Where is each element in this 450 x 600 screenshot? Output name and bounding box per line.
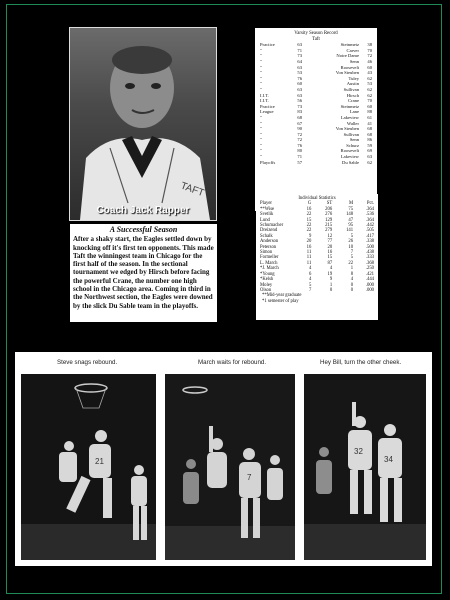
- stats-cell: Schumacher: [260, 223, 284, 229]
- stats-cell: Anderson: [260, 239, 279, 245]
- stats-cell: 4: [308, 277, 312, 283]
- record-cell: 53: [367, 81, 372, 87]
- stats-cell: 16: [306, 244, 312, 250]
- record-cell: 60: [367, 103, 372, 109]
- record-cell: Roosevelt: [340, 148, 359, 154]
- story-heading: A Successful Season: [109, 225, 178, 234]
- stats-cell: 77: [327, 239, 333, 245]
- stats-cell: 1: [329, 282, 333, 288]
- record-cell: 61: [367, 114, 372, 120]
- record-cell: 76: [297, 75, 302, 81]
- record-cell: I.I.T.: [260, 92, 269, 98]
- stats-header: Player: [260, 201, 272, 207]
- stats-cell: 22: [348, 260, 354, 266]
- stats-cell: Simon: [260, 250, 273, 256]
- stats-cell: 141: [346, 228, 354, 234]
- stats-cell: 47: [348, 217, 354, 223]
- stats-cell: 148: [346, 212, 354, 218]
- record-cell: 72: [297, 137, 302, 143]
- record-cell: 68: [367, 126, 372, 132]
- record-cell: 80: [297, 148, 302, 154]
- stats-cell: 0: [350, 287, 354, 293]
- record-cell: 70: [367, 98, 372, 104]
- record-cell: ": [260, 126, 262, 132]
- stats-cell: *J. March: [260, 266, 279, 272]
- stats-cell: 5: [308, 282, 312, 288]
- record-cell: ": [260, 154, 262, 160]
- photo-strip: [15, 352, 432, 566]
- stats-cell: 1: [350, 266, 354, 272]
- record-cell: 63: [297, 92, 302, 98]
- record-cell: 70: [367, 47, 372, 53]
- story-body: After a shaky start, the Eagles settled down by knocking off it's first ten opponents. This made Taft the winningest team in Chicago for the first half of the season. In the sectional tournament we edged by Hirsch before facing the powerful Crane, the number one high school in the Chicago area. Coming in third in the Northwest section, the Eagles were downed by the slick Du Sable team in the playoffs.: [73, 235, 214, 310]
- record-cell: Roosevelt: [340, 64, 359, 70]
- stats-cell: 5: [350, 233, 354, 239]
- stats-header: M: [348, 201, 354, 207]
- stats-cell: Formeller: [260, 255, 279, 261]
- record-cell: Steinmetz: [340, 42, 359, 48]
- record-cell: Senn: [349, 58, 359, 64]
- stats-cell: .000: [365, 287, 375, 293]
- record-cell: 76: [297, 142, 302, 148]
- stats-cell: 0: [350, 282, 354, 288]
- stats-cell: 95: [348, 223, 354, 229]
- record-cell: 63: [367, 154, 372, 160]
- stats-cell: 26: [348, 239, 354, 245]
- stats-cell: **Wise: [260, 206, 275, 212]
- record-cell: 60: [367, 64, 372, 70]
- record-cell: ": [260, 86, 262, 92]
- basketball-photo-3: [304, 374, 426, 560]
- record-cell: 53: [297, 70, 302, 76]
- photo-caption: Steve snags rebound.: [57, 359, 118, 366]
- record-cell: Carver: [346, 47, 359, 53]
- stats-cell: 22: [306, 223, 312, 229]
- record-cell: 63: [297, 64, 302, 70]
- record-cell: 62: [367, 75, 372, 81]
- record-cell: 73: [297, 53, 302, 59]
- record-cell: Sullivan: [343, 86, 359, 92]
- stats-cell: 4: [308, 266, 312, 272]
- stats-cell: 11: [306, 255, 312, 261]
- record-cell: ": [260, 114, 262, 120]
- individual-stats-panel: [256, 194, 378, 320]
- basketball-photo-1: [21, 374, 156, 560]
- stats-cell: 20: [327, 244, 333, 250]
- record-cell: 62: [367, 86, 372, 92]
- stats-cell: Lund: [260, 217, 270, 223]
- stats-cell: L. March: [260, 260, 278, 266]
- record-cell: 43: [367, 70, 372, 76]
- photo-caption: March waits for rebound.: [198, 359, 267, 366]
- stats-cell: 276: [325, 212, 333, 218]
- record-row: [255, 160, 377, 166]
- record-cell: 38: [367, 42, 372, 48]
- record-cell: 86: [367, 137, 372, 143]
- record-cell: Austin: [346, 81, 359, 87]
- stats-cell: 20: [306, 239, 312, 245]
- record-cell: Playoffs: [260, 159, 276, 165]
- stats-rows: [256, 207, 378, 294]
- record-cell: ": [260, 142, 262, 148]
- record-title: Varsity Season Record: [294, 31, 338, 36]
- record-cell: I.I.T.: [260, 98, 269, 104]
- record-cell: ": [260, 58, 262, 64]
- record-cell: ": [260, 75, 262, 81]
- record-cell: ": [260, 47, 262, 53]
- record-cell: 63: [297, 42, 302, 48]
- record-cell: 71: [297, 47, 302, 53]
- jersey-number: 7: [247, 473, 252, 482]
- stats-cell: .333: [365, 255, 375, 261]
- record-cell: Von Steuben: [335, 126, 359, 132]
- season-story: [70, 224, 217, 322]
- record-cell: 88: [367, 109, 372, 115]
- record-cell: Schurz: [346, 142, 359, 148]
- stats-cell: 12: [327, 233, 333, 239]
- record-cell: 90: [297, 126, 302, 132]
- record-cell: Tuley: [348, 75, 359, 81]
- stats-footnote: **Mid-year graduate: [262, 293, 302, 299]
- record-cell: ": [260, 64, 262, 70]
- stats-cell: 16: [327, 250, 333, 256]
- stats-cell: 11: [306, 250, 312, 256]
- record-cell: 68: [297, 114, 302, 120]
- stats-cell: 9: [308, 233, 312, 239]
- stats-cell: Svetlik: [260, 212, 274, 218]
- record-cell: ": [260, 131, 262, 137]
- stats-cell: 22: [306, 228, 312, 234]
- stats-cell: .364: [365, 217, 375, 223]
- stats-cell: Olson: [260, 287, 272, 293]
- stats-cell: Peterson: [260, 244, 277, 250]
- stats-cell: .442: [365, 223, 375, 229]
- record-cell: ": [260, 148, 262, 154]
- stats-cell: .364: [365, 206, 375, 212]
- stats-cell: 8: [350, 271, 354, 277]
- record-cell: 56: [297, 98, 302, 104]
- record-cell: Notre Dame: [336, 53, 359, 59]
- record-cell: Lakeview: [340, 154, 359, 160]
- stats-cell: Dreizend: [260, 228, 278, 234]
- stats-cell: Schalk: [260, 233, 273, 239]
- record-cell: 68: [367, 131, 372, 137]
- stats-cell: .505: [365, 228, 375, 234]
- stats-cell: .421: [365, 271, 375, 277]
- stats-cell: .368: [365, 260, 375, 266]
- record-rows: [255, 42, 377, 165]
- record-cell: Waller: [346, 120, 359, 126]
- stats-cell: 10: [348, 244, 354, 250]
- stats-cell: 9: [329, 277, 333, 283]
- record-cell: ": [260, 70, 262, 76]
- stats-cell: Moley: [260, 282, 273, 288]
- record-cell: 64: [297, 58, 302, 64]
- record-cell: ": [260, 81, 262, 87]
- stats-header: Pct.: [366, 201, 375, 207]
- stats-cell: 75: [348, 206, 354, 212]
- stats-cell: .250: [365, 266, 375, 272]
- record-cell: ": [260, 137, 262, 143]
- record-cell: 41: [367, 120, 372, 126]
- stats-cell: 4: [350, 277, 354, 283]
- jersey-number: 32: [354, 447, 363, 456]
- record-cell: Du Sable: [342, 159, 359, 165]
- stats-cell: 87: [327, 260, 333, 266]
- stats-header: G: [307, 201, 312, 207]
- record-cell: 62: [367, 159, 372, 165]
- stats-cell: 129: [325, 217, 333, 223]
- record-cell: 46: [367, 58, 372, 64]
- stats-cell: 7: [350, 250, 354, 256]
- stats-cell: .417: [365, 233, 375, 239]
- stats-cell: 5: [350, 255, 354, 261]
- record-cell: 59: [367, 142, 372, 148]
- record-team: Taft: [312, 36, 320, 42]
- stats-cell: 279: [325, 228, 333, 234]
- stats-cell: *Kelsh: [260, 277, 274, 283]
- stats-cell: 0: [329, 287, 333, 293]
- record-cell: 57: [297, 159, 302, 165]
- record-cell: 83: [297, 109, 302, 115]
- jersey-text: TAFT: [178, 180, 206, 200]
- basketball-photo-2: [165, 374, 295, 560]
- record-cell: Crane: [348, 98, 359, 104]
- stats-cell: 15: [306, 217, 312, 223]
- record-cell: 73: [297, 103, 302, 109]
- stats-cell: 4: [329, 266, 333, 272]
- record-cell: 63: [297, 86, 302, 92]
- stats-cell: 22: [306, 212, 312, 218]
- record-cell: Sullivan: [343, 131, 359, 137]
- record-cell: ": [260, 53, 262, 59]
- stats-title: Individual Statistics: [298, 196, 336, 201]
- stats-cell: 16: [306, 206, 312, 212]
- stats-cell: .000: [365, 282, 375, 288]
- record-cell: 72: [297, 131, 302, 137]
- record-cell: Von Steuben: [335, 70, 359, 76]
- stats-cell: 7: [308, 287, 312, 293]
- record-cell: Lane: [349, 109, 359, 115]
- stats-cell: *Young: [260, 271, 275, 277]
- jersey-number: 21: [95, 457, 104, 466]
- stats-header: ST: [326, 201, 333, 207]
- record-cell: Practice: [260, 42, 275, 48]
- record-cell: Lakeview: [340, 114, 359, 120]
- stats-cell: .438: [365, 250, 375, 256]
- stats-cell: 11: [306, 260, 312, 266]
- coach-photo: [69, 27, 217, 221]
- coach-caption: Coach Jack Rapper: [96, 205, 190, 216]
- record-cell: 69: [367, 148, 372, 154]
- stats-cell: .444: [365, 277, 375, 283]
- stats-cell: .338: [365, 239, 375, 245]
- record-cell: Practice: [260, 103, 275, 109]
- record-cell: 62: [367, 92, 372, 98]
- stats-cell: 215: [325, 223, 333, 229]
- stats-cell: .536: [365, 212, 375, 218]
- record-cell: 72: [367, 53, 372, 59]
- stats-cell: 15: [327, 255, 333, 261]
- season-record-panel: [255, 28, 377, 211]
- record-cell: 60: [297, 81, 302, 87]
- record-cell: ": [260, 120, 262, 126]
- record-cell: 71: [297, 154, 302, 160]
- jersey-number: 34: [384, 455, 393, 464]
- record-cell: Hirsch: [346, 92, 359, 98]
- record-cell: 67: [297, 120, 302, 126]
- record-cell: League: [260, 109, 274, 115]
- photo-caption: Hey Bill, turn the other cheek.: [320, 359, 402, 366]
- stats-cell: 19: [327, 271, 333, 277]
- record-cell: Steinmetz: [340, 103, 359, 109]
- stats-footnote: *1 semester of play: [262, 298, 299, 304]
- record-cell: Senn: [349, 137, 359, 143]
- stats-cell: 206: [325, 206, 333, 212]
- stats-cell: 6: [308, 271, 312, 277]
- stats-cell: .500: [365, 244, 375, 250]
